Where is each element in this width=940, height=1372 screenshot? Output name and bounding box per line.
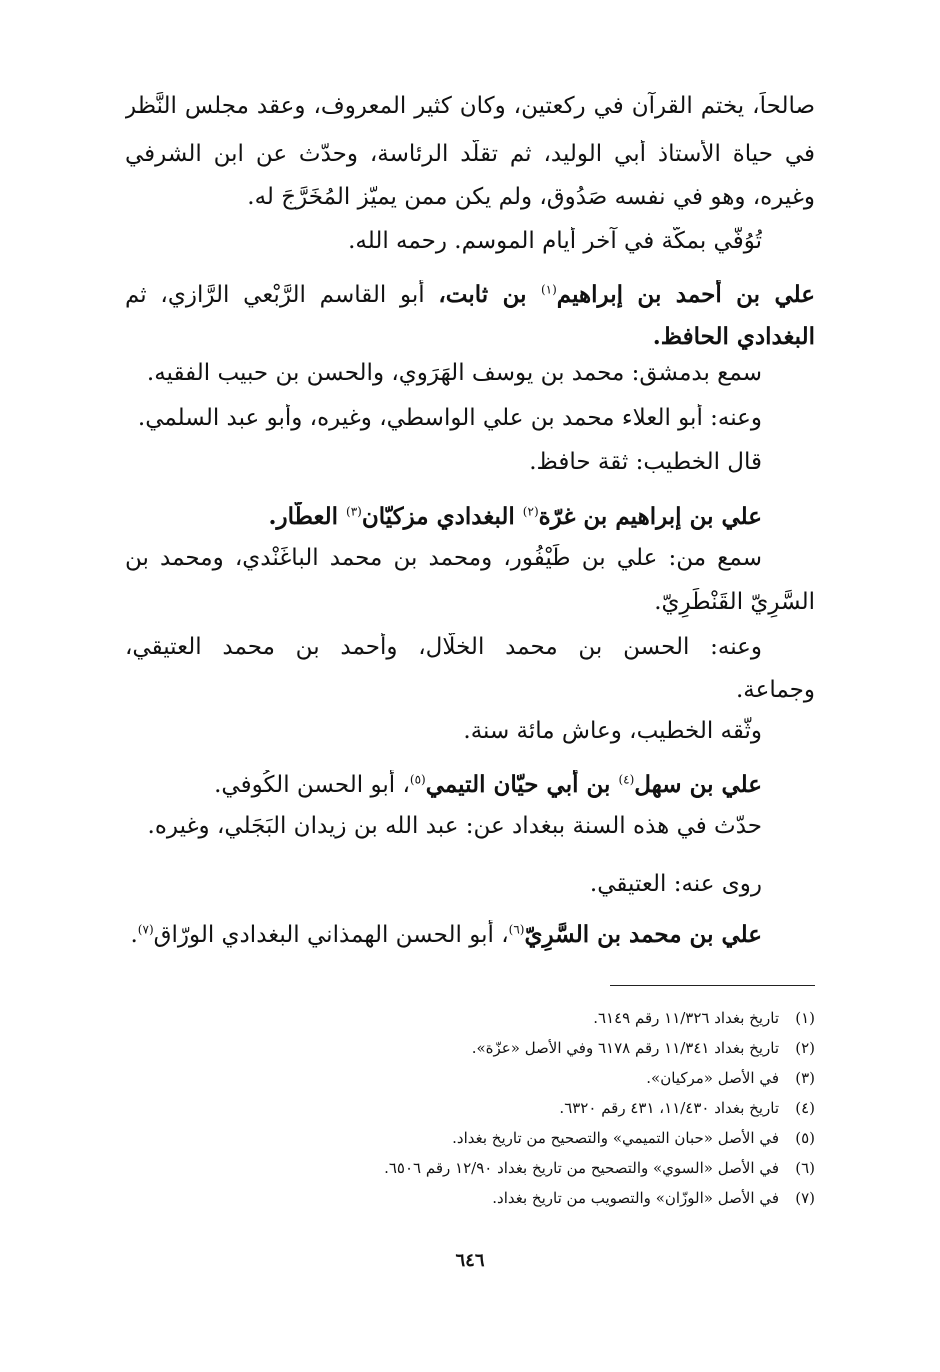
death-note: تُوُفّي بمكّة في آخر أيام الموسم. رحمه الله. bbox=[348, 228, 762, 254]
footnote-marker: (٧) bbox=[137, 922, 154, 937]
khatib-grading: قال الخطيب: ثقة حافظ. bbox=[529, 449, 762, 475]
entry-kunya: . bbox=[130, 922, 138, 948]
footnote-number: (٧) bbox=[795, 1189, 815, 1207]
footnote-text: تاريخ بغداد ١١/٣٢٦ رقم ٦١٤٩. bbox=[593, 1009, 779, 1027]
footnote-number: (١) bbox=[795, 1009, 815, 1027]
footnote-marker: (٥) bbox=[409, 772, 426, 787]
footnote-text: في الأصل «حبان التميمي» والتصحيح من تاريخ بغداد. bbox=[452, 1129, 779, 1147]
entry-kunya: أبو القاسم الرَّبْعي الرَّازي، ثم bbox=[125, 282, 439, 308]
body-line: وغيره، وهو في نفسه صَدُوق، ولم يكن ممن يميّز المُخَرَّجَ له. bbox=[247, 184, 815, 210]
heard-from: سمع بدمشق: محمد بن يوسف الهَرَوي، والحسن بن حبيب الفقيه. bbox=[146, 360, 762, 386]
heard-from: سمع من: علي بن طَيْفُور، ومحمد بن محمد الباغَنْدي، ومحمد بن bbox=[125, 545, 762, 571]
footnote-number: (٣) bbox=[795, 1069, 815, 1087]
narrated-in-baghdad: حدّث في هذه السنة ببغداد عن: عبد الله بن زيدان البَجَلي، وغيره. bbox=[147, 813, 762, 839]
footnote bbox=[125, 1063, 815, 1093]
entry-kunya: ، أبو الحسن الهمذاني البغدادي الورّاق bbox=[153, 922, 509, 948]
footnote bbox=[125, 1123, 815, 1153]
entry-heading bbox=[125, 280, 815, 311]
footnote-text: في الأصل «السوي» والتصحيح من تاريخ بغداد ١٢/٩٠ رقم ٦٥٠٦. bbox=[384, 1159, 779, 1177]
entry-name: بن أبي حيّان التيمي bbox=[425, 771, 619, 798]
footnote-number: (٢) bbox=[795, 1039, 815, 1057]
entry-heading bbox=[125, 502, 762, 533]
entry-name: علي بن محمد بن السَّرِيّ bbox=[524, 921, 762, 948]
footnote bbox=[125, 1003, 815, 1033]
entry-name: العطّار. bbox=[268, 503, 346, 530]
entry-name: بن ثابت، bbox=[438, 281, 541, 308]
entry-name: البغدادي مزكيّان bbox=[361, 503, 523, 530]
entry-name: علي بن أحمد بن إبراهيم bbox=[556, 281, 815, 308]
body-line: صالحاً، يختم القرآن في ركعتين، وكان كثير المعروف، وعقد مجلس النَّظر bbox=[125, 93, 815, 119]
footnote-text: في الأصل «مركيان». bbox=[646, 1069, 779, 1087]
narrators-from-him: وعنه: أبو العلاء محمد بن علي الواسطي، وغيره، وأبو عبد السلمي. bbox=[137, 405, 762, 431]
footnote-marker: (١) bbox=[540, 282, 557, 297]
entry-name: علي بن سهل bbox=[634, 771, 762, 798]
footnote bbox=[125, 1183, 815, 1213]
footnote bbox=[125, 1093, 815, 1123]
footnotes bbox=[125, 1003, 815, 1213]
page-number: ٦٤٦ bbox=[455, 1250, 485, 1271]
entry-heading bbox=[125, 770, 762, 801]
khatib-grading: وثّقه الخطيب، وعاش مائة سنة. bbox=[463, 718, 762, 744]
footnote-text: تاريخ بغداد ١١/٣٤١ رقم ٦١٧٨ وفي الأصل «عزّة». bbox=[471, 1039, 779, 1057]
footnote-text: في الأصل «الوزّان» والتصويب من تاريخ بغداد. bbox=[492, 1189, 779, 1207]
footnote-separator bbox=[610, 985, 815, 986]
footnote-marker: (٤) bbox=[618, 772, 635, 787]
footnote-text: تاريخ بغداد ١١/٤٣٠، ٤٣١ رقم ٦٣٢٠. bbox=[559, 1099, 779, 1117]
body-line: في حياة الأستاذ أبي الوليد، ثم تقلّد الرئاسة، وحدّث عن ابن الشرفي bbox=[125, 141, 815, 167]
footnote bbox=[125, 1033, 815, 1063]
footnote-number: (٤) bbox=[795, 1099, 815, 1117]
footnote-number: (٥) bbox=[795, 1129, 815, 1147]
entry-heading bbox=[125, 920, 762, 951]
footnote-number: (٦) bbox=[795, 1159, 815, 1177]
footnote-marker: (٦) bbox=[508, 922, 525, 937]
footnote-marker: (٣) bbox=[346, 504, 362, 519]
footnote-marker: (٢) bbox=[522, 504, 539, 519]
footnote bbox=[125, 1153, 815, 1183]
entry-name-line: البغدادي الحافظ. bbox=[652, 323, 815, 350]
entry-name: علي بن إبراهيم بن غرّة bbox=[538, 503, 762, 530]
narrators-from-him: وعنه: الحسن بن محمد الخلّال، وأحمد بن محمد العتيقي، bbox=[125, 634, 762, 660]
narrators-from-him: وجماعة. bbox=[736, 677, 815, 703]
narrators-from-him: روى عنه: العتيقي. bbox=[589, 871, 762, 897]
entry-kunya: ، أبو الحسن الكُوفي. bbox=[214, 772, 410, 798]
heard-from: السَّرِيّ القَنْطَرِيّ. bbox=[654, 589, 815, 615]
